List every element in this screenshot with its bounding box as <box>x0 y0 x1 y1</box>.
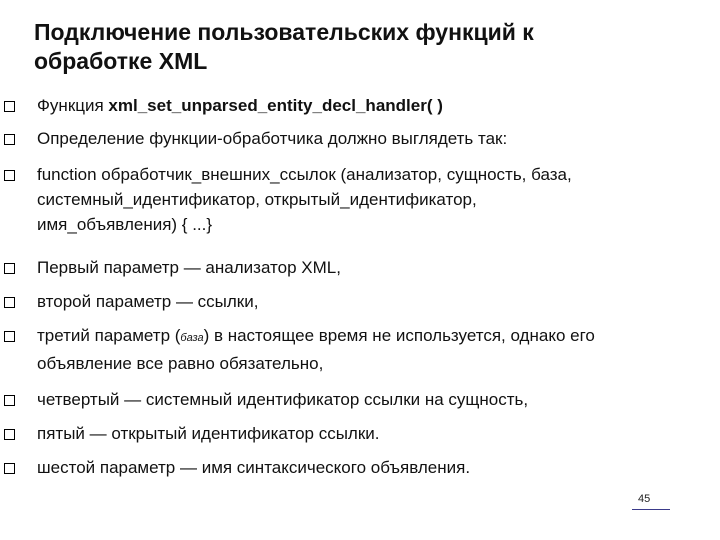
square-bullet-icon <box>4 101 15 112</box>
list-item-text: шестой параметр — имя синтаксического объявления. <box>37 458 471 477</box>
page-number-underline <box>632 509 670 510</box>
list-item-text <box>37 323 697 376</box>
square-bullet-icon <box>4 463 15 474</box>
square-bullet-icon <box>4 395 15 406</box>
title-line-2: обработке XML <box>34 48 208 74</box>
function-signature-line: системный_идентификатор, открытый_идентификатор, <box>37 190 477 209</box>
square-bullet-icon <box>4 429 15 440</box>
list-item-text: второй параметр — ссылки, <box>37 292 259 311</box>
list-item-text <box>37 93 697 118</box>
square-bullet-icon <box>4 263 15 274</box>
list-item-text <box>37 162 697 237</box>
title-line-1: Подключение пользовательских функций к <box>34 19 534 45</box>
function-name: xml_set_unparsed_entity_decl_handler( ) <box>108 96 443 115</box>
square-bullet-icon <box>4 134 15 145</box>
square-bullet-icon <box>4 331 15 342</box>
item-second-line: объявление все равно обязательно, <box>37 354 324 373</box>
page-number: 45 <box>638 493 651 505</box>
list-item-text: Определение функции-обработчика должно выглядеть так: <box>37 129 508 148</box>
function-signature-line: function обработчик_внешних_ссылок (анализатор, сущность, база, <box>37 165 572 184</box>
square-bullet-icon <box>4 170 15 181</box>
list-item-text: пятый — открытый идентификатор ссылки. <box>37 424 380 443</box>
slide-title <box>34 18 674 76</box>
parameter-name: база <box>180 332 204 344</box>
function-signature-line: имя_объявления) { ...} <box>37 215 213 234</box>
square-bullet-icon <box>4 297 15 308</box>
item-prefix: третий параметр ( <box>37 326 181 345</box>
item-prefix: Функция <box>37 96 109 115</box>
item-suffix: ) в настоящее время не используется, однако его <box>203 326 595 345</box>
list-item-text: четвертый — системный идентификатор ссылки на сущность, <box>37 390 529 409</box>
list-item-text: Первый параметр — анализатор XML, <box>37 258 341 277</box>
